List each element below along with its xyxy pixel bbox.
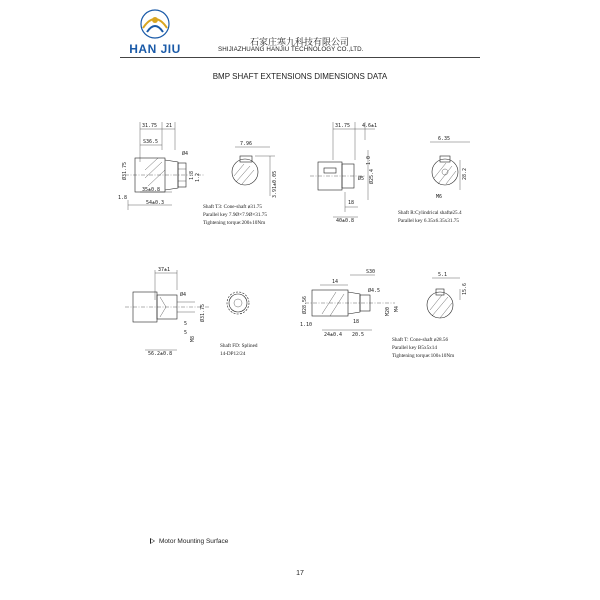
t3-dim-total: 54±0.3: [146, 200, 165, 206]
fd-dim-thread: M8: [190, 335, 196, 342]
t-dim-mount: 1.10: [300, 322, 313, 328]
t3-dim-length: 31.75: [142, 123, 158, 129]
r-dim-total: 40±0.8: [336, 218, 355, 224]
r-dim-thread: M6: [436, 194, 443, 200]
caption-shaft-r: [398, 209, 462, 225]
t-dim-diameter: Ø28.56: [302, 295, 308, 314]
caption-line: Tightening torque:100±10Nm: [392, 353, 455, 360]
spline-gear-icon: [227, 292, 249, 314]
r-dim-length: 31.75: [335, 123, 351, 129]
r-dim-diameter: Ø25.4: [369, 168, 375, 184]
company-name-cn: 石家庄寒九科技有限公司: [250, 37, 350, 47]
fd-dim-length: 37±1: [158, 267, 171, 273]
t3-dim-taper: 1:8: [189, 170, 195, 180]
caption-line: Parallel key 6.35x6.35x31.75: [398, 218, 459, 225]
caption-shaft-t: [392, 336, 454, 361]
t3-dim-keydepth: 3.91±0.05: [272, 170, 278, 198]
caption-line: Shaft FD: Splined: [220, 343, 258, 349]
t-dim-s: 14: [332, 279, 339, 285]
caption-line: Parallel key 7.9Ø×7.9Ø×31.75: [203, 212, 267, 219]
caption-line: Shaft T3: Cone-shaft ø31.75: [203, 204, 262, 210]
t3-dim-hole: Ø4: [182, 151, 189, 157]
caption-line: Parallel key B5x5x14: [392, 345, 437, 352]
page-number: 17: [296, 570, 304, 577]
fd-dim-diameter: Ø31.75: [200, 303, 206, 322]
t-dim-total2: 20.5: [352, 332, 365, 338]
logo-text: HAN JIU: [129, 42, 181, 56]
drawing-shaft-t: [300, 269, 468, 338]
t3-dim-s: S36.5: [143, 139, 159, 145]
t-dim-hole: Ø4.5: [368, 288, 381, 294]
r-dim-chamfer: 1.0: [366, 155, 372, 165]
t3-dim-gap: 1.2: [195, 172, 201, 182]
t-dim-m4: M4: [394, 305, 400, 312]
caption-shaft-fd: [220, 342, 257, 358]
r-dim-keydepth: 28.2: [462, 167, 468, 180]
legend: [150, 538, 228, 545]
t3-dim-diameter: Ø31.75: [122, 161, 128, 180]
caption-line: Shaft T: Cone-shaft ø28.56: [392, 337, 449, 343]
drawing-shaft-t3: [118, 122, 278, 210]
t-dim-total: 24±0.4: [324, 332, 343, 338]
r-dim-offset: 4.6±1: [362, 123, 378, 129]
r-dim-keywidth: 6.35: [438, 136, 451, 142]
fd-dim-hole: Ø4: [180, 292, 187, 298]
fd-dim-b: 5: [184, 330, 188, 336]
t3-dim-key: 35±0.8: [142, 187, 161, 193]
t3-dim-mount: 1.8: [118, 195, 128, 201]
fd-dim-a: 5: [184, 321, 188, 327]
caption-line: Shaft R:Cylindrical shaftø25.4: [398, 210, 462, 216]
document-title: BMP SHAFT EXTENSIONS DIMENSIONS DATA: [212, 72, 388, 81]
fd-dim-total: 56.2±0.8: [148, 351, 173, 357]
legend-text: Motor Mounting Surface: [159, 538, 229, 545]
t-dim-key: 18: [353, 319, 360, 325]
t-dim-socket: S30: [366, 269, 376, 275]
t-dim-keydepth: 15.6: [462, 282, 468, 295]
t3-dim-cone: 21: [166, 123, 173, 129]
caption-shaft-t3: [203, 203, 267, 228]
r-dim-hole: Ø5: [358, 176, 365, 182]
caption-line: 14-DP12/24: [220, 351, 246, 358]
triangle-icon: [150, 538, 155, 544]
t-dim-thread: M20: [385, 306, 391, 316]
t-dim-keywidth: 5.1: [438, 272, 448, 278]
caption-line: Tightening torque:200±10Nm: [203, 220, 266, 227]
t3-dim-keywidth: 7.96: [240, 141, 253, 147]
r-dim-key: 18: [348, 200, 355, 206]
company-name-en: SHIJIAZHUANG HANJIU TECHNOLOGY CO.,LTD.: [218, 46, 364, 53]
